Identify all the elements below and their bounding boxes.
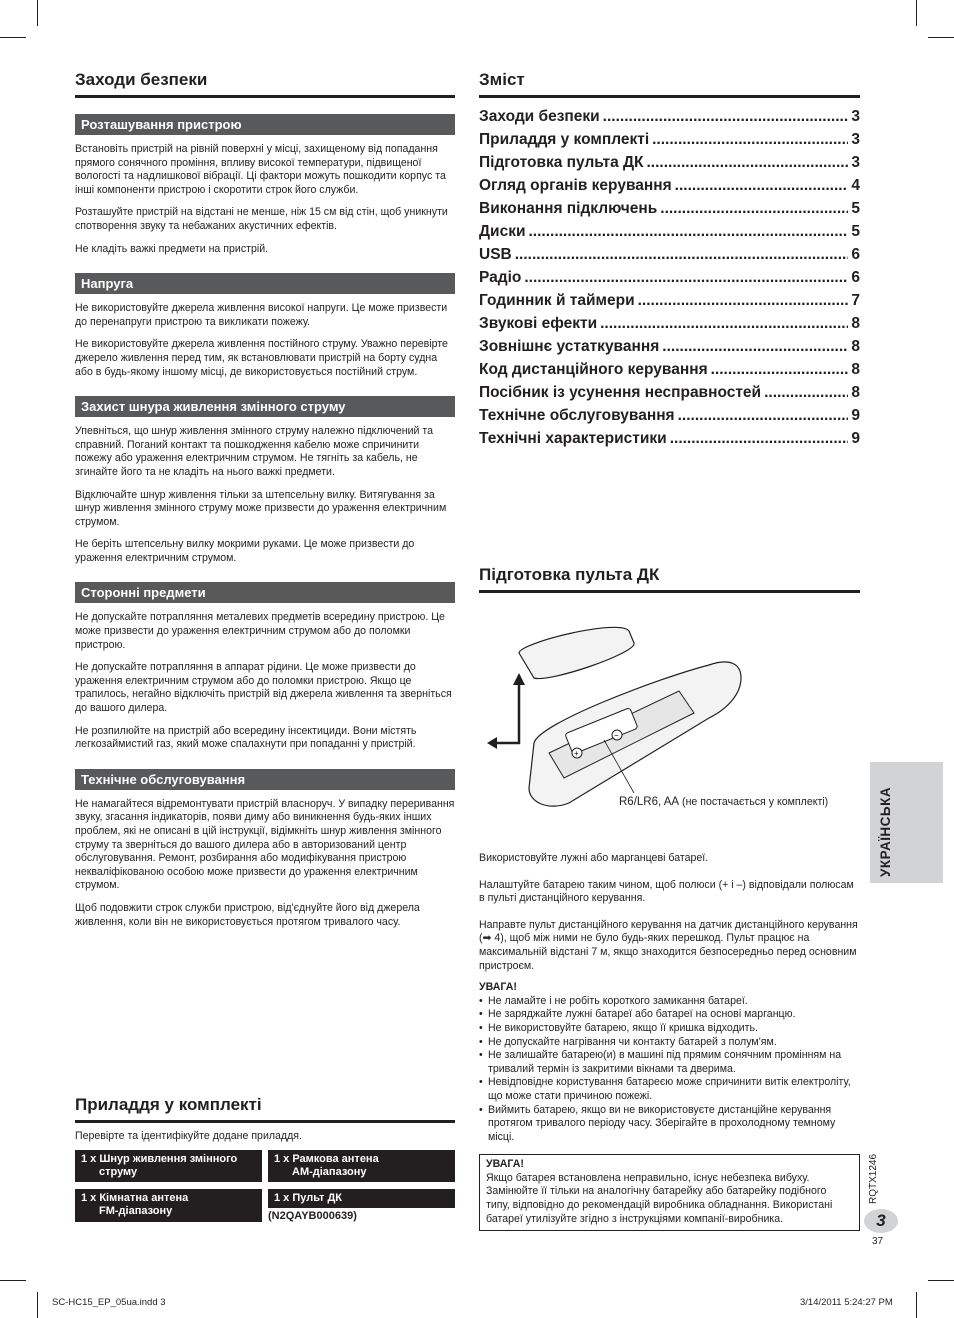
paragraph: Не використовуйте джерела живлення постійного струму. Уважно перевірте джерело живлення перед тим, як встановлювати пристрій на борту судна або в будь-якому іншому місці, де використовується постійний струм. xyxy=(75,338,448,378)
warning-text: Якщо батарея встановлена неправильно, існує небезпека вибуху. Замінюйте її тільки на аналогічну батарейку або батарейку подібного типу, відповідно до рекомендацій виробника обладнання. Використані батареї утилізуйте згідно з інструкціями компанії-виробника. xyxy=(486,1171,833,1225)
accessories-section xyxy=(75,1095,455,1222)
toc-title: Зовнішнє устаткування xyxy=(479,338,660,355)
toc-row xyxy=(479,315,860,338)
battery-note: (не постачається у комплекті) xyxy=(682,796,829,808)
paragraph: Не беріть штепсельну вилку мокрими руками. Це може призвести до ураження електричним струмом. xyxy=(75,538,415,564)
caution-item: • Не ламайте і не робіть короткого замикання батареї. xyxy=(479,995,860,1009)
paragraph: Налаштуйте батарею таким чином, щоб полюси (+ і –) відповідали полюсам в пульті дистанційного керування. xyxy=(479,878,854,905)
section-title: Розташування пристрою xyxy=(75,114,455,135)
toc-page: 8 xyxy=(851,338,860,355)
warning-title: УВАГА! xyxy=(486,1158,524,1171)
language-tab xyxy=(870,762,943,883)
toc-row xyxy=(479,361,860,384)
toc-row xyxy=(479,269,860,292)
accessory-item: 1 x Кімнатна антена FM-діапазону xyxy=(75,1189,262,1222)
toc-leader xyxy=(764,384,848,402)
accessory-item: 1 x Рамкова антена АМ-діапазону xyxy=(268,1150,455,1182)
crop-mark xyxy=(916,0,917,26)
remote-section xyxy=(479,565,860,1231)
section-title: Технічне обслуговування xyxy=(75,769,455,790)
toc-page: 8 xyxy=(851,315,860,332)
toc-leader xyxy=(528,223,848,241)
toc-leader xyxy=(638,292,849,310)
toc-title: Заходи безпеки xyxy=(479,108,600,125)
warning-box xyxy=(479,1154,860,1231)
toc-leader xyxy=(711,361,849,379)
toc-row xyxy=(479,200,860,223)
caution-item: • Не використовуйте батарею, якщо її кришка відходить. xyxy=(479,1022,860,1036)
toc-leader xyxy=(675,177,849,195)
remote-instructions xyxy=(479,852,860,1231)
accessories-intro: Перевірте та ідентифікуйте додане приладдя. xyxy=(75,1130,302,1142)
section-foreign-objects xyxy=(75,582,455,751)
toc-title: Радіо xyxy=(479,269,522,286)
toc-leader xyxy=(647,154,849,172)
caution-item: • Не допускайте нагрівання чи контакту батарей з полум'ям. xyxy=(479,1036,860,1050)
toc-leader xyxy=(515,246,849,264)
toc-title: Звукові ефекти xyxy=(479,315,598,332)
accessory-remote-wrapper xyxy=(268,1189,455,1222)
remote-model-code: (N2QAYB000639) xyxy=(268,1209,357,1222)
toc-leader xyxy=(670,430,849,448)
paragraph: Відключайте шнур живлення тільки за штепсельну вилку. Витягування за шнур живлення змінного струму може призвести до ураження електричним струмом. xyxy=(75,488,447,528)
svg-text:−: − xyxy=(614,731,619,740)
toc-row xyxy=(479,154,860,177)
battery-label xyxy=(619,796,828,808)
toc-leader xyxy=(662,338,848,356)
toc-page: 5 xyxy=(851,223,860,240)
toc-row xyxy=(479,246,860,269)
accessories-heading: Приладдя у комплекті xyxy=(75,1095,455,1123)
crop-mark xyxy=(37,0,38,26)
toc-page: 3 xyxy=(851,131,860,148)
toc-title: Технічне обслуговування xyxy=(479,407,675,424)
paragraph: Розташуйте пристрій на відстані не менше, ніж 15 см від стін, щоб уникнути спотворення звуку та небажаних акустичних ефектів. xyxy=(75,206,448,232)
toc-title: Виконання підключень xyxy=(479,200,658,217)
toc-leader xyxy=(652,131,848,149)
section-voltage xyxy=(75,273,455,379)
safety-heading: Заходи безпеки xyxy=(75,70,455,98)
section-title: Сторонні предмети xyxy=(75,582,455,603)
toc-leader xyxy=(524,269,848,287)
toc-page: 4 xyxy=(851,177,860,194)
crop-mark xyxy=(916,1292,917,1318)
caution-title: УВАГА! xyxy=(479,981,517,994)
paragraph: Не допускайте потрапляння металевих предметів всередину пристрою. Це може призвести до ураження електричним струмом або до поломки пристрою. xyxy=(75,611,445,651)
toc-row xyxy=(479,223,860,246)
caution-list xyxy=(479,995,860,1145)
paragraph: Щоб подовжити строк служби пристрою, від'єднуйте його від джерела живлення, коли він не використовується протягом тривалого часу. xyxy=(75,901,420,928)
battery-type: R6/LR6, AA xyxy=(619,796,680,808)
toc-page: 8 xyxy=(851,384,860,401)
remote-heading: Підготовка пульта ДК xyxy=(479,565,860,593)
toc-leader xyxy=(678,407,849,425)
paragraph: Не намагайтеся відремонтувати пристрій власноруч. У випадку переривання звуку, згасання індикаторів, появи диму або виникнення будь-яких інших проблем, які не описані в цій інструкції, відімкніть шнур живлення змінного струму та зверніться до вашого дилера або в авторизований центр обслуговування. Ремонт, розбирання або модифікування пристрою некваліфікованою особою може призвести до ураження електричним струмом. xyxy=(75,797,455,892)
page-number: 3 xyxy=(864,1209,898,1233)
toc-row xyxy=(479,177,860,200)
toc-title: Огляд органів керування xyxy=(479,177,672,194)
paragraph: Встановіть пристрій на рівній поверхні у місці, захищеному від попадання прямого сонячного проміння, впливу високої температури, підвищеної вологості та надлишкової вібрації. Ці фактори можуть пошкодити корпус та інші компоненти пристрою і скоротити строк його служби. xyxy=(75,143,446,196)
crop-mark xyxy=(928,37,954,38)
left-column xyxy=(75,70,455,938)
toc-title: Приладдя у комплекті xyxy=(479,131,650,148)
toc-page: 8 xyxy=(851,361,860,378)
toc-title: Диски xyxy=(479,223,526,240)
toc-page: 3 xyxy=(851,108,860,125)
page-number-small: 37 xyxy=(872,1236,884,1247)
toc-title: Годинник й таймери xyxy=(479,292,635,309)
contents-heading: Зміст xyxy=(479,70,860,98)
footer-filename: SC-HC15_EP_05ua.indd 3 xyxy=(52,1297,166,1308)
accessory-item: 1 x Шнур живлення змінного струму xyxy=(75,1150,262,1182)
section-title: Захист шнура живлення змінного струму xyxy=(75,396,455,417)
toc-page: 3 xyxy=(851,154,860,171)
crop-mark xyxy=(928,1280,954,1281)
accessory-item: 1 x Пульт ДК xyxy=(268,1189,455,1208)
toc-row xyxy=(479,131,860,154)
toc-page: 9 xyxy=(851,430,860,447)
section-title: Напруга xyxy=(75,273,455,294)
language-tab-label: УКРАЇНСЬКА xyxy=(878,786,893,877)
crop-mark xyxy=(0,1280,26,1281)
caution-item: • Не залишайте батарею(и) в машині під прямим сонячним промінням на тривалий термін із закритими вікнами та дверима. xyxy=(479,1049,860,1076)
crop-mark xyxy=(0,37,26,38)
toc-row xyxy=(479,292,860,315)
remote-illustration xyxy=(479,603,860,818)
toc-title: Посібник із усунення несправностей xyxy=(479,384,762,401)
toc-title: Підготовка пульта ДК xyxy=(479,154,644,171)
toc-row xyxy=(479,407,860,430)
remote-battery-diagram xyxy=(479,603,860,818)
toc-page: 5 xyxy=(851,200,860,217)
toc-page: 6 xyxy=(851,269,860,286)
toc-title: USB xyxy=(479,246,512,263)
paragraph: Направте пульт дистанційного керування на датчик дистанційного керування (➡ 4), щоб між ними не було будь-яких перешкод. Пульт працює на максимальній відстані 7 м, якщо знаходится безпосередньо перед основним пристроєм. xyxy=(479,918,858,972)
paragraph: Не розпилюйте на пристрій або всередину інсектициди. Вони містять легкозаймистий газ, який може спалахнути при попаданні у пристрій. xyxy=(75,724,417,751)
paragraph: Не використовуйте джерела живлення високої напруги. Це може призвести до перенапруги пристрою та викликати пожежу. xyxy=(75,302,448,328)
toc-page: 7 xyxy=(851,292,860,309)
accessories-grid xyxy=(75,1150,455,1222)
section-maintenance xyxy=(75,769,455,929)
paragraph: Упевніться, що шнур живлення змінного струму належно підключений та справний. Поганий контакт та пошкодження кабелю може спричинити пожежу або ураження електричним струмом. Не тягніть за кабель, не згинайте його та не кладіть на нього важкі предмети. xyxy=(75,425,433,478)
toc-page: 9 xyxy=(851,407,860,424)
right-column xyxy=(479,70,860,453)
toc-row xyxy=(479,384,860,407)
toc-title: Код дистанційного керування xyxy=(479,361,708,378)
caution-item: • Виймить батарею, якщо ви не використовуєте дистанційне керування протягом тривалого періоду часу. Зберігайте в прохолодному темному місці. xyxy=(479,1104,860,1145)
section-power-cord xyxy=(75,396,455,565)
paragraph: Не допускайте потрапляння в аппарат рідини. Це може призвести до ураження електричним струмом або до поломки пристрою. Якщо це трапилось, негайно відключіть пристрій від джерела живлення та зверніться до вашого дилера. xyxy=(75,661,452,715)
toc-leader xyxy=(660,200,848,218)
caution-item: • Не заряджайте лужні батареї або батареї на основі марганцю. xyxy=(479,1008,860,1022)
section-placement xyxy=(75,114,455,256)
toc-row xyxy=(479,108,860,131)
toc-row xyxy=(479,338,860,361)
crop-mark xyxy=(37,1292,38,1318)
footer-timestamp: 3/14/2011 5:24:27 PM xyxy=(800,1297,893,1308)
paragraph: Використовуйте лужні або марганцеві батареї. xyxy=(479,852,709,864)
table-of-contents xyxy=(479,108,860,453)
svg-text:+: + xyxy=(574,749,579,758)
document-code: RQTX1246 xyxy=(868,1153,879,1204)
caution-item: • Невідповідне користування батареєю може спричинити витік електроліту, що може стати причиною пожежі. xyxy=(479,1076,860,1103)
toc-row xyxy=(479,430,860,453)
toc-page: 6 xyxy=(851,246,860,263)
toc-leader xyxy=(600,315,848,333)
paragraph: Не кладіть важкі предмети на пристрій. xyxy=(75,242,269,255)
toc-title: Технічні характеристики xyxy=(479,430,667,447)
toc-leader xyxy=(603,108,849,126)
